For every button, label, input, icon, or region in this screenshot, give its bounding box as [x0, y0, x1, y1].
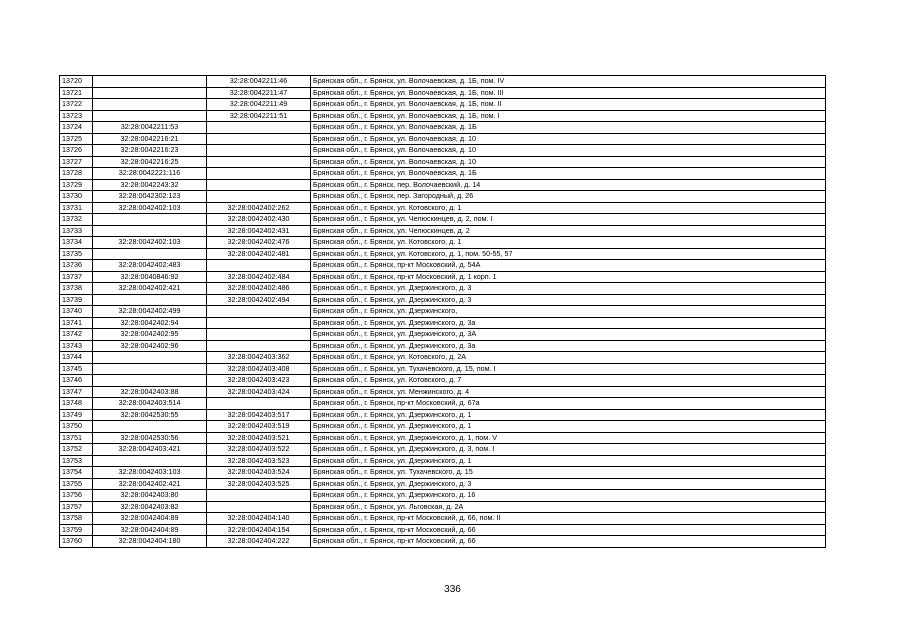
building-cadastral-number-cell: 32:28:0042211:47	[207, 87, 311, 99]
table-row	[60, 375, 826, 387]
table-row	[60, 271, 826, 283]
table-row	[60, 340, 826, 352]
building-cadastral-number-cell	[207, 156, 311, 168]
address-cell: Брянская обл., г. Брянск, ул. Волочаевская, д. 10	[311, 145, 826, 157]
building-cadastral-number-cell: 32:28:0042402:494	[207, 294, 311, 306]
table-row	[60, 467, 826, 479]
land-cadastral-number-cell: 32:28:0042243:32	[93, 179, 207, 191]
row-number-cell: 13743	[60, 340, 93, 352]
row-number-cell: 13732	[60, 214, 93, 226]
row-number-cell: 13723	[60, 110, 93, 122]
row-number-cell: 13753	[60, 455, 93, 467]
row-number-cell: 13729	[60, 179, 93, 191]
address-cell: Брянская обл., г. Брянск, ул. Дзержинского, д. 3А	[311, 329, 826, 341]
page-number: 336	[444, 584, 461, 595]
land-cadastral-number-cell: 32:28:0042404:89	[93, 513, 207, 525]
land-cadastral-number-cell: 32:28:0042402:95	[93, 329, 207, 341]
building-cadastral-number-cell	[207, 122, 311, 134]
building-cadastral-number-cell: 32:28:0042211:51	[207, 110, 311, 122]
table-row	[60, 191, 826, 203]
table-row	[60, 536, 826, 548]
building-cadastral-number-cell: 32:28:0042402:430	[207, 214, 311, 226]
address-cell: Брянская обл., г. Брянск, пер. Загородный, д. 26	[311, 191, 826, 203]
address-cell: Брянская обл., г. Брянск, ул. Волочаевская, д. 1Б, пом. I	[311, 110, 826, 122]
table-row	[60, 513, 826, 525]
land-cadastral-number-cell: 32:28:0042530:55	[93, 409, 207, 421]
row-number-cell: 13740	[60, 306, 93, 318]
address-cell: Брянская обл., г. Брянск, ул. Волочаевская, д. 1Б, пом. III	[311, 87, 826, 99]
address-cell: Брянская обл., г. Брянск, ул. Дзержинского, д. 1	[311, 421, 826, 433]
row-number-cell: 13750	[60, 421, 93, 433]
table-row	[60, 87, 826, 99]
land-cadastral-number-cell	[93, 76, 207, 88]
land-cadastral-number-cell	[93, 225, 207, 237]
registry-table	[59, 75, 826, 548]
address-cell: Брянская обл., г. Брянск, пр-кт Московский, д. 54А	[311, 260, 826, 272]
land-cadastral-number-cell: 32:28:0042402:103	[93, 237, 207, 249]
address-cell: Брянская обл., г. Брянск, пр-кт Московский, д. 66	[311, 524, 826, 536]
table-row	[60, 294, 826, 306]
table-row	[60, 386, 826, 398]
land-cadastral-number-cell	[93, 421, 207, 433]
row-number-cell: 13730	[60, 191, 93, 203]
address-cell: Брянская обл., г. Брянск, ул. Дзержинского,	[311, 306, 826, 318]
building-cadastral-number-cell: 32:28:0042404:140	[207, 513, 311, 525]
table-row	[60, 421, 826, 433]
land-cadastral-number-cell	[93, 214, 207, 226]
address-cell: Брянская обл., г. Брянск, ул. Дзержинского, д. 1, пом. V	[311, 432, 826, 444]
building-cadastral-number-cell	[207, 398, 311, 410]
building-cadastral-number-cell: 32:28:0042402:481	[207, 248, 311, 260]
table-row	[60, 237, 826, 249]
address-cell: Брянская обл., г. Брянск, ул. Котовского, д. 1	[311, 202, 826, 214]
land-cadastral-number-cell: 32:28:0042216:25	[93, 156, 207, 168]
land-cadastral-number-cell: 32:28:0042211:53	[93, 122, 207, 134]
table-row	[60, 478, 826, 490]
table-row	[60, 99, 826, 111]
land-cadastral-number-cell: 32:28:0042403:82	[93, 501, 207, 513]
row-number-cell: 13726	[60, 145, 93, 157]
address-cell: Брянская обл., г. Брянск, ул. Тухачевского, д. 15, пом. I	[311, 363, 826, 375]
land-cadastral-number-cell: 32:28:0042404:180	[93, 536, 207, 548]
address-cell: Брянская обл., г. Брянск, ул. Челюскинцев, д. 2, пом. I	[311, 214, 826, 226]
table-row	[60, 179, 826, 191]
land-cadastral-number-cell: 32:28:0042402:94	[93, 317, 207, 329]
table-row	[60, 501, 826, 513]
land-cadastral-number-cell: 32:28:0042402:499	[93, 306, 207, 318]
row-number-cell: 13727	[60, 156, 93, 168]
building-cadastral-number-cell: 32:28:0042402:476	[207, 237, 311, 249]
land-cadastral-number-cell: 32:28:0042221:116	[93, 168, 207, 180]
land-cadastral-number-cell: 32:28:0042530:56	[93, 432, 207, 444]
row-number-cell: 13751	[60, 432, 93, 444]
address-cell: Брянская обл., г. Брянск, ул. Тухачевского, д. 15	[311, 467, 826, 479]
building-cadastral-number-cell: 32:28:0042404:222	[207, 536, 311, 548]
building-cadastral-number-cell: 32:28:0042403:522	[207, 444, 311, 456]
table-row	[60, 283, 826, 295]
address-cell: Брянская обл., г. Брянск, ул. Волочаевская, д. 1Б	[311, 168, 826, 180]
address-cell: Брянская обл., г. Брянск, ул. Дзержинского, д. 1	[311, 409, 826, 421]
row-number-cell: 13731	[60, 202, 93, 214]
row-number-cell: 13748	[60, 398, 93, 410]
row-number-cell: 13733	[60, 225, 93, 237]
table-row	[60, 409, 826, 421]
row-number-cell: 13755	[60, 478, 93, 490]
building-cadastral-number-cell: 32:28:0042403:525	[207, 478, 311, 490]
address-cell: Брянская обл., г. Брянск, ул. Волочаевская, д. 1Б	[311, 122, 826, 134]
building-cadastral-number-cell	[207, 490, 311, 502]
building-cadastral-number-cell	[207, 133, 311, 145]
row-number-cell: 13728	[60, 168, 93, 180]
building-cadastral-number-cell: 32:28:0042402:431	[207, 225, 311, 237]
building-cadastral-number-cell: 32:28:0042211:46	[207, 76, 311, 88]
row-number-cell: 13754	[60, 467, 93, 479]
building-cadastral-number-cell: 32:28:0042403:408	[207, 363, 311, 375]
building-cadastral-number-cell	[207, 191, 311, 203]
building-cadastral-number-cell	[207, 501, 311, 513]
address-cell: Брянская обл., г. Брянск, ул. Дзержинского, д. 1	[311, 455, 826, 467]
building-cadastral-number-cell: 32:28:0042403:521	[207, 432, 311, 444]
row-number-cell: 13722	[60, 99, 93, 111]
row-number-cell: 13744	[60, 352, 93, 364]
address-cell: Брянская обл., г. Брянск, ул. Волочаевская, д. 1Б, пом. IV	[311, 76, 826, 88]
table-row	[60, 122, 826, 134]
building-cadastral-number-cell: 32:28:0042402:484	[207, 271, 311, 283]
address-cell: Брянская обл., г. Брянск, пр-кт Московский, д. 66, пом. II	[311, 513, 826, 525]
table-row	[60, 432, 826, 444]
land-cadastral-number-cell: 32:28:0042402:421	[93, 283, 207, 295]
table-row	[60, 317, 826, 329]
address-cell: Брянская обл., г. Брянск, ул. Котовского, д. 1, пом. 50-55, 57	[311, 248, 826, 260]
land-cadastral-number-cell	[93, 248, 207, 260]
land-cadastral-number-cell: 32:28:0040846:92	[93, 271, 207, 283]
table-row	[60, 363, 826, 375]
row-number-cell: 13745	[60, 363, 93, 375]
land-cadastral-number-cell: 32:28:0042216:23	[93, 145, 207, 157]
address-cell: Брянская обл., г. Брянск, ул. Котовского, д. 2А	[311, 352, 826, 364]
row-number-cell: 13758	[60, 513, 93, 525]
row-number-cell: 13724	[60, 122, 93, 134]
building-cadastral-number-cell: 32:28:0042403:524	[207, 467, 311, 479]
land-cadastral-number-cell	[93, 352, 207, 364]
address-cell: Брянская обл., г. Брянск, пер. Волочаевский, д. 14	[311, 179, 826, 191]
land-cadastral-number-cell: 32:28:0042403:421	[93, 444, 207, 456]
land-cadastral-number-cell: 32:28:0042402:103	[93, 202, 207, 214]
land-cadastral-number-cell: 32:28:0042216:21	[93, 133, 207, 145]
land-cadastral-number-cell	[93, 375, 207, 387]
row-number-cell: 13757	[60, 501, 93, 513]
row-number-cell: 13736	[60, 260, 93, 272]
land-cadastral-number-cell	[93, 87, 207, 99]
row-number-cell: 13742	[60, 329, 93, 341]
table-row	[60, 76, 826, 88]
row-number-cell: 13721	[60, 87, 93, 99]
land-cadastral-number-cell: 32:28:0042402:421	[93, 478, 207, 490]
building-cadastral-number-cell: 32:28:0042403:519	[207, 421, 311, 433]
land-cadastral-number-cell	[93, 455, 207, 467]
address-cell: Брянская обл., г. Брянск, ул. Котовского, д. 7	[311, 375, 826, 387]
building-cadastral-number-cell	[207, 145, 311, 157]
building-cadastral-number-cell: 32:28:0042402:486	[207, 283, 311, 295]
building-cadastral-number-cell: 32:28:0042211:49	[207, 99, 311, 111]
address-cell: Брянская обл., г. Брянск, ул. Менжинского, д. 4	[311, 386, 826, 398]
building-cadastral-number-cell: 32:28:0042403:424	[207, 386, 311, 398]
land-cadastral-number-cell: 32:28:0042402:96	[93, 340, 207, 352]
address-cell: Брянская обл., г. Брянск, ул. Волочаевская, д. 10	[311, 156, 826, 168]
address-cell: Брянская обл., г. Брянск, ул. Челюскинцев, д. 2	[311, 225, 826, 237]
table-row	[60, 260, 826, 272]
table-row	[60, 444, 826, 456]
row-number-cell: 13735	[60, 248, 93, 260]
address-cell: Брянская обл., г. Брянск, ул. Дзержинского, д. 16	[311, 490, 826, 502]
row-number-cell: 13741	[60, 317, 93, 329]
row-number-cell: 13737	[60, 271, 93, 283]
address-cell: Брянская обл., г. Брянск, ул. Волочаевская, д. 1Б, пом. II	[311, 99, 826, 111]
table-row	[60, 352, 826, 364]
building-cadastral-number-cell	[207, 317, 311, 329]
row-number-cell: 13734	[60, 237, 93, 249]
table-row	[60, 145, 826, 157]
row-number-cell: 13746	[60, 375, 93, 387]
address-cell: Брянская обл., г. Брянск, ул. Льговская, д. 2А	[311, 501, 826, 513]
address-cell: Брянская обл., г. Брянск, ул. Дзержинского, д. 3	[311, 478, 826, 490]
building-cadastral-number-cell: 32:28:0042402:262	[207, 202, 311, 214]
row-number-cell: 13738	[60, 283, 93, 295]
row-number-cell: 13747	[60, 386, 93, 398]
building-cadastral-number-cell: 32:28:0042403:362	[207, 352, 311, 364]
building-cadastral-number-cell	[207, 179, 311, 191]
address-cell: Брянская обл., г. Брянск, пр-кт Московский, д. 66	[311, 536, 826, 548]
row-number-cell: 13749	[60, 409, 93, 421]
registry-table-body	[60, 76, 826, 548]
table-row	[60, 202, 826, 214]
building-cadastral-number-cell	[207, 168, 311, 180]
building-cadastral-number-cell: 32:28:0042403:523	[207, 455, 311, 467]
table-row	[60, 156, 826, 168]
table-row	[60, 490, 826, 502]
table-row	[60, 225, 826, 237]
address-cell: Брянская обл., г. Брянск, ул. Дзержинского, д. 3а	[311, 340, 826, 352]
land-cadastral-number-cell: 32:28:0042403:103	[93, 467, 207, 479]
table-row	[60, 455, 826, 467]
row-number-cell: 13725	[60, 133, 93, 145]
address-cell: Брянская обл., г. Брянск, ул. Дзержинского, д. 3	[311, 283, 826, 295]
row-number-cell: 13759	[60, 524, 93, 536]
land-cadastral-number-cell	[93, 294, 207, 306]
building-cadastral-number-cell	[207, 340, 311, 352]
row-number-cell: 13756	[60, 490, 93, 502]
row-number-cell: 13752	[60, 444, 93, 456]
address-cell: Брянская обл., г. Брянск, пр-кт Московский, д. 67а	[311, 398, 826, 410]
address-cell: Брянская обл., г. Брянск, ул. Дзержинского, д. 3	[311, 294, 826, 306]
address-cell: Брянская обл., г. Брянск, пр-кт Московский, д. 1 корп. 1	[311, 271, 826, 283]
address-cell: Брянская обл., г. Брянск, ул. Волочаевская, д. 10	[311, 133, 826, 145]
building-cadastral-number-cell	[207, 306, 311, 318]
table-row	[60, 524, 826, 536]
table-row	[60, 168, 826, 180]
row-number-cell: 13760	[60, 536, 93, 548]
table-row	[60, 214, 826, 226]
land-cadastral-number-cell: 32:28:0042402:483	[93, 260, 207, 272]
land-cadastral-number-cell: 32:28:0042404:89	[93, 524, 207, 536]
land-cadastral-number-cell	[93, 99, 207, 111]
address-cell: Брянская обл., г. Брянск, ул. Дзержинского, д. 3, пом. I	[311, 444, 826, 456]
land-cadastral-number-cell: 32:28:0042302:123	[93, 191, 207, 203]
land-cadastral-number-cell	[93, 110, 207, 122]
land-cadastral-number-cell: 32:28:0042403:88	[93, 386, 207, 398]
land-cadastral-number-cell: 32:28:0042403:80	[93, 490, 207, 502]
address-cell: Брянская обл., г. Брянск, ул. Котовского, д. 1	[311, 237, 826, 249]
land-cadastral-number-cell	[93, 363, 207, 375]
row-number-cell: 13739	[60, 294, 93, 306]
table-row	[60, 306, 826, 318]
building-cadastral-number-cell: 32:28:0042403:423	[207, 375, 311, 387]
building-cadastral-number-cell	[207, 260, 311, 272]
land-cadastral-number-cell: 32:28:0042403:514	[93, 398, 207, 410]
table-row	[60, 398, 826, 410]
row-number-cell: 13720	[60, 76, 93, 88]
building-cadastral-number-cell: 32:28:0042404:154	[207, 524, 311, 536]
table-row	[60, 248, 826, 260]
table-row	[60, 133, 826, 145]
table-row	[60, 110, 826, 122]
table-row	[60, 329, 826, 341]
building-cadastral-number-cell: 32:28:0042403:517	[207, 409, 311, 421]
address-cell: Брянская обл., г. Брянск, ул. Дзержинского, д. 3а	[311, 317, 826, 329]
building-cadastral-number-cell	[207, 329, 311, 341]
